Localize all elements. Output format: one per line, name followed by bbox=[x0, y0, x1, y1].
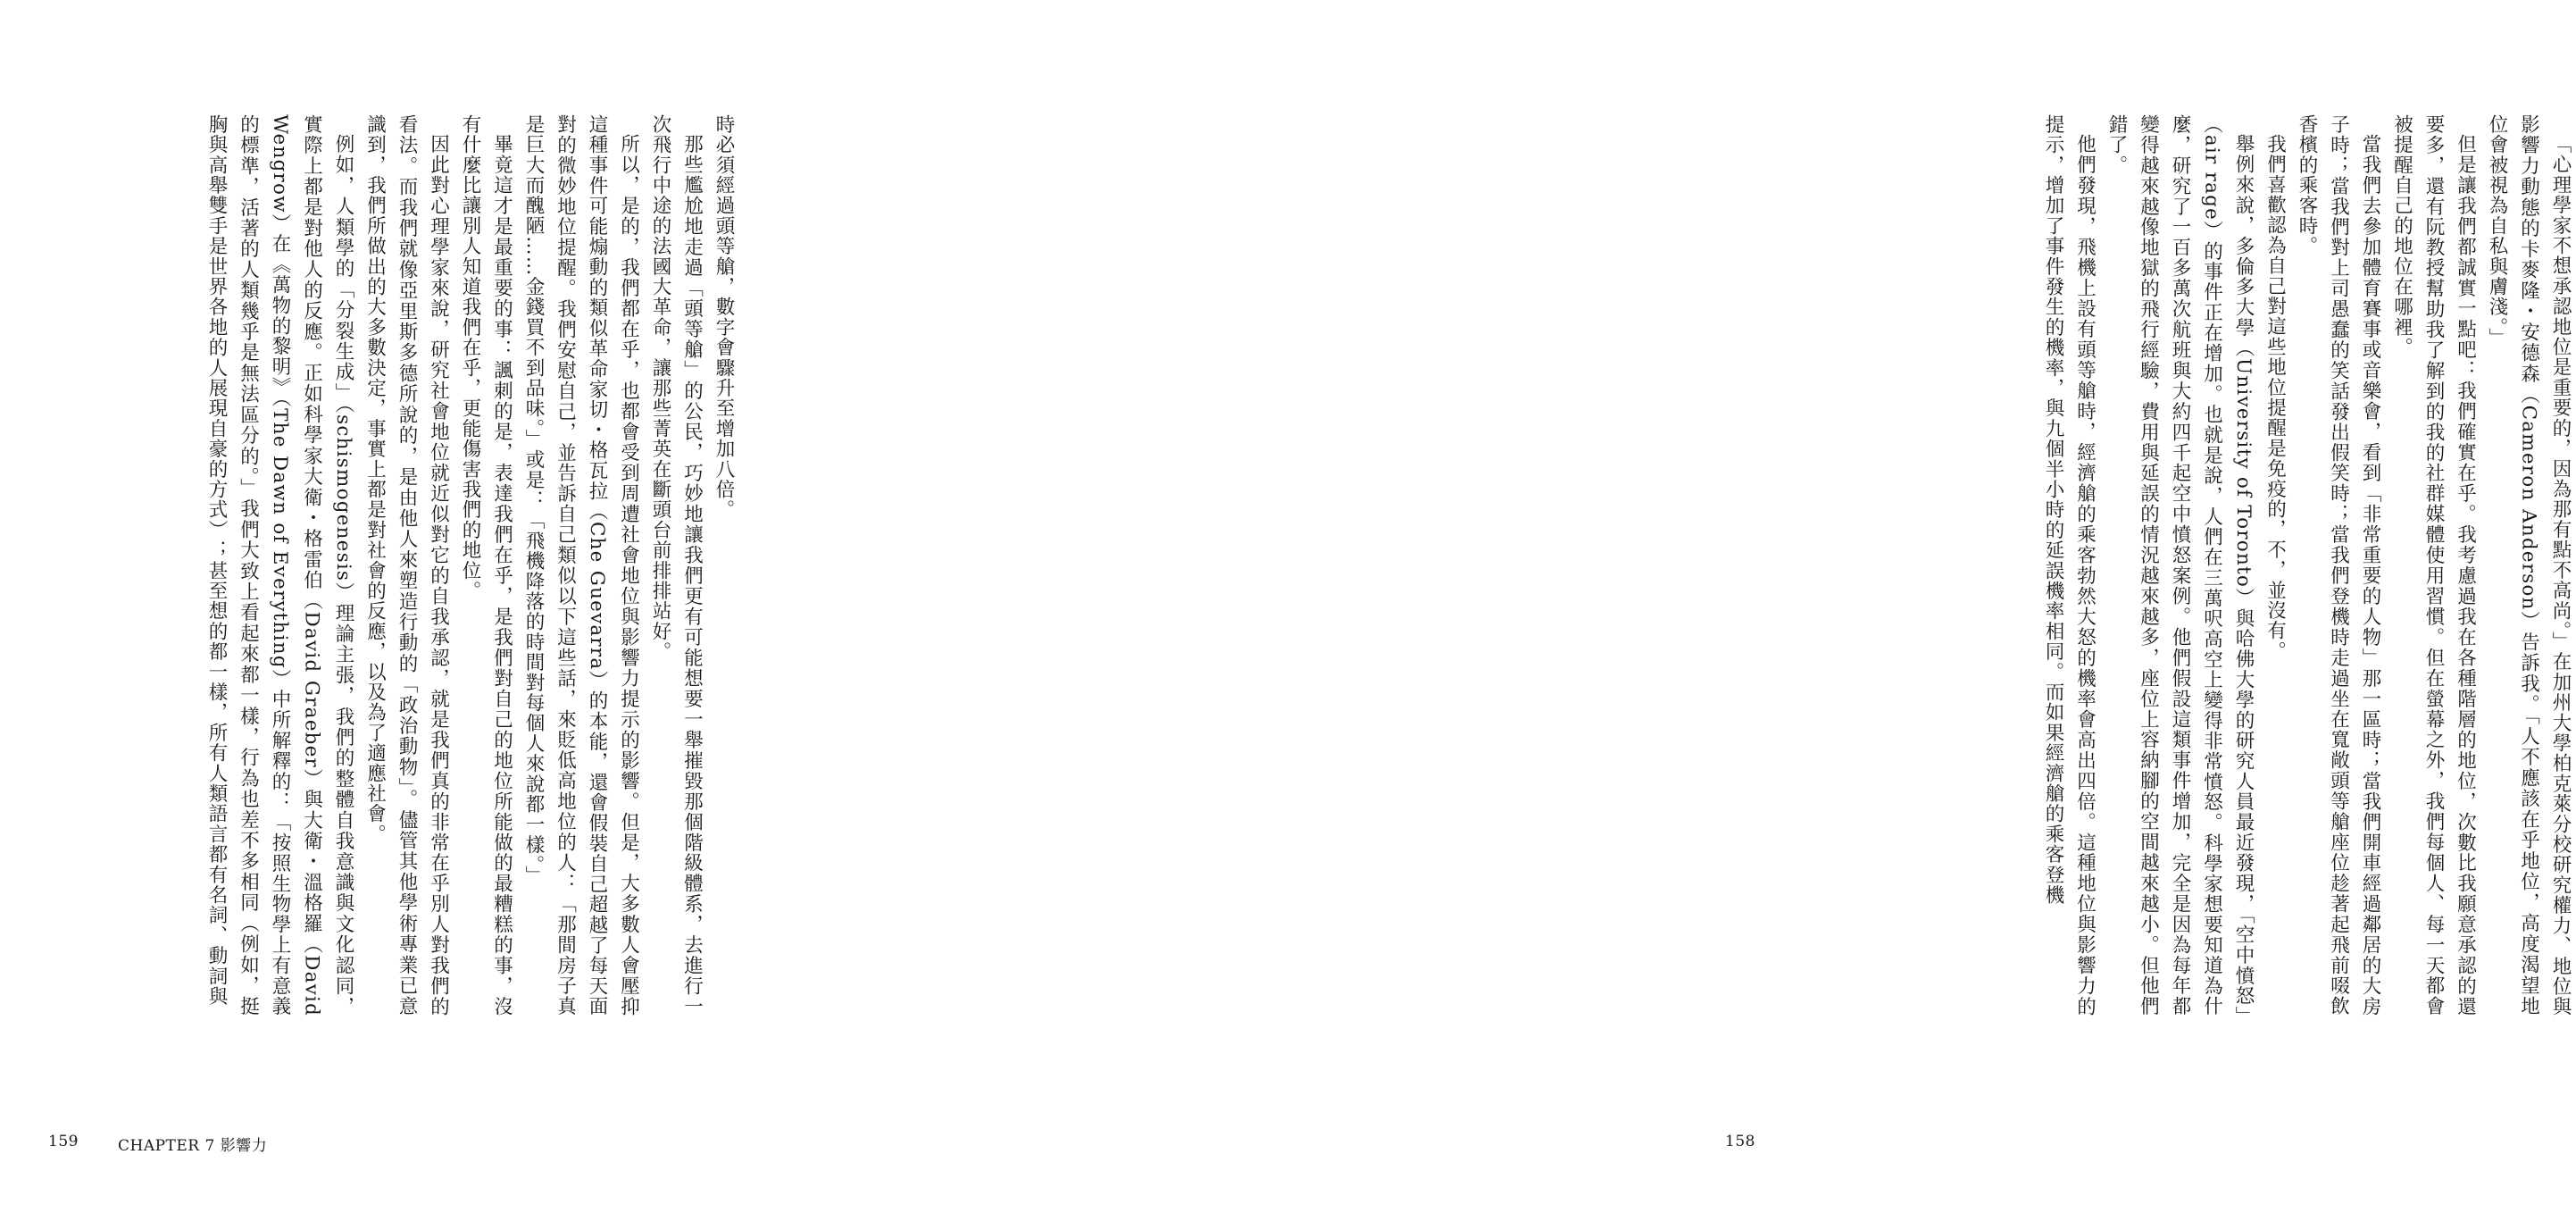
paragraph: 我們喜歡認為自己對這些地位提醒是免疫的，不，並沒有。 bbox=[2263, 133, 2287, 661]
left-page-body bbox=[114, 114, 739, 1016]
paragraph: 例如，人類學的「分裂生成」（schismogenesis）理論主張，我們的整體自我意識與文化認同，實際上都是對他人的反應。正如科學家大衛・格雷伯（David Graeber）與大衛・溫格羅（David Wengrow）在《萬物的黎明》（The Dawn of Everything）中所解釋的：「按照生物學上有意義的標準，活著的人類幾乎是無法區分的。」我們大致上看起來都一樣，行為也差不多相同（例如，挺胸與高舉雙手是世界各地的人展現自豪的方式）；甚至想的都一樣，所有人類語言都有名詞、動詞與 bbox=[205, 114, 354, 1016]
right-page bbox=[896, 0, 2572, 1213]
paragraph: 那些尷尬地走過「頭等艙」的公民，巧妙地讓我們更有可能想要一舉摧毀那個階級體系，去進行一次飛行中途的法國大革命，讓那些菁英在斷頭台前排排站好。 bbox=[649, 114, 704, 1016]
page-number: 158 bbox=[1725, 1133, 1755, 1150]
running-head-chapter: CHAPTER 7 影響力 bbox=[118, 1137, 268, 1155]
paragraph: 當我們去參加體育賽事或音樂會，看到「非常重要的人物」那一區時；當我們開車經過鄰居的大房子時；當我們對上司愚蠢的笑話發出假笑時；當我們登機時走過坐在寬敞頭等艙座位趁著起飛前啜飲香檳的乘客時。 bbox=[2296, 114, 2381, 1016]
paragraph: 舉例來說，多倫多大學（University of Toronto）與哈佛大學的研究人員最近發現，「空中憤怒」（air rage）的事件正在增加。也就是說，人們在三萬呎高空上變得非常憤怒。科學家想要知道為什麼，研究了一百多萬次航班與大約四千起空中憤怒案例。他們假設這類事件增加，完全是因為每年都變得越來越像地獄的飛行經驗，費用與延誤的情況越來越多，座位上容納腳的空間越來越小。但他們錯了。 bbox=[2105, 114, 2255, 1016]
right-page-body bbox=[1937, 114, 2576, 1016]
paragraph: 所以，是的，我們都在乎，也都會受到周遭社會地位與影響力提示的影響。但是，大多數人會壓抑這種事件可能煽動的類似革命家切・格瓦拉（Che Guevarra）的本能，還會假裝自己超越了每天面對的微妙地位提醒。我們安慰自己，並告訴自己類似以下這些話，來貶低高地位的人：「那間房子真是巨大而醜陋……金錢買不到品味。」或是：「飛機降落的時間對每個人來說都一樣。」 bbox=[522, 114, 640, 1016]
paragraph: 但是讓我們都誠實一點吧：我們確實在乎。我考慮過我在各種階層的地位，次數比我願意承認的還要多，還有阮教授幫助我了解到的我的社群媒體使用習慣。但在螢幕之外，我們每個人、每一天都會被提醒自己的地位在哪裡。 bbox=[2390, 114, 2477, 1016]
page-number: 159 bbox=[48, 1133, 79, 1150]
paragraph: 他們發現，飛機上設有頭等艙時，經濟艙的乘客勃然大怒的機率會高出四倍。這種地位與影響力的提示，增加了事件發生的機率，與九個半小時的延誤機率相同。而如果經濟艙的乘客登機 bbox=[2042, 114, 2097, 1016]
paragraph: 「心理學家不想承認地位是重要的，因為那有點不高尚。」在加州大學柏克萊分校研究權力、地位與影響力動態的卡麥隆・安德森（Cameron Anderson）告訴我。「人不應該在乎地位，高度渴望地位會被視為自私與膚淺。」 bbox=[2486, 114, 2572, 1016]
paragraph: 因此對心理學家來說，研究社會地位就近似對它的自我承認，就是我們真的非常在乎別人對我們的看法。而我們就像亞里斯多德所說的，是由他人來塑造行動的「政治動物」。儘管其他學術專業已意識到，我們所做出的大多數決定，事實上都是對社會的反應，以及為了適應社會。 bbox=[363, 114, 450, 1016]
paragraph: 畢竟這才是最重要的事：諷刺的是，表達我們在乎，是我們對自己的地位所能做的最糟糕的事，沒有什麼比讓別人知道我們在乎，更能傷害我們的地位。 bbox=[459, 114, 513, 1016]
left-page bbox=[0, 0, 896, 1213]
paragraph: 時必須經過頭等艙，數字會驟升至增加八倍。 bbox=[713, 114, 735, 520]
